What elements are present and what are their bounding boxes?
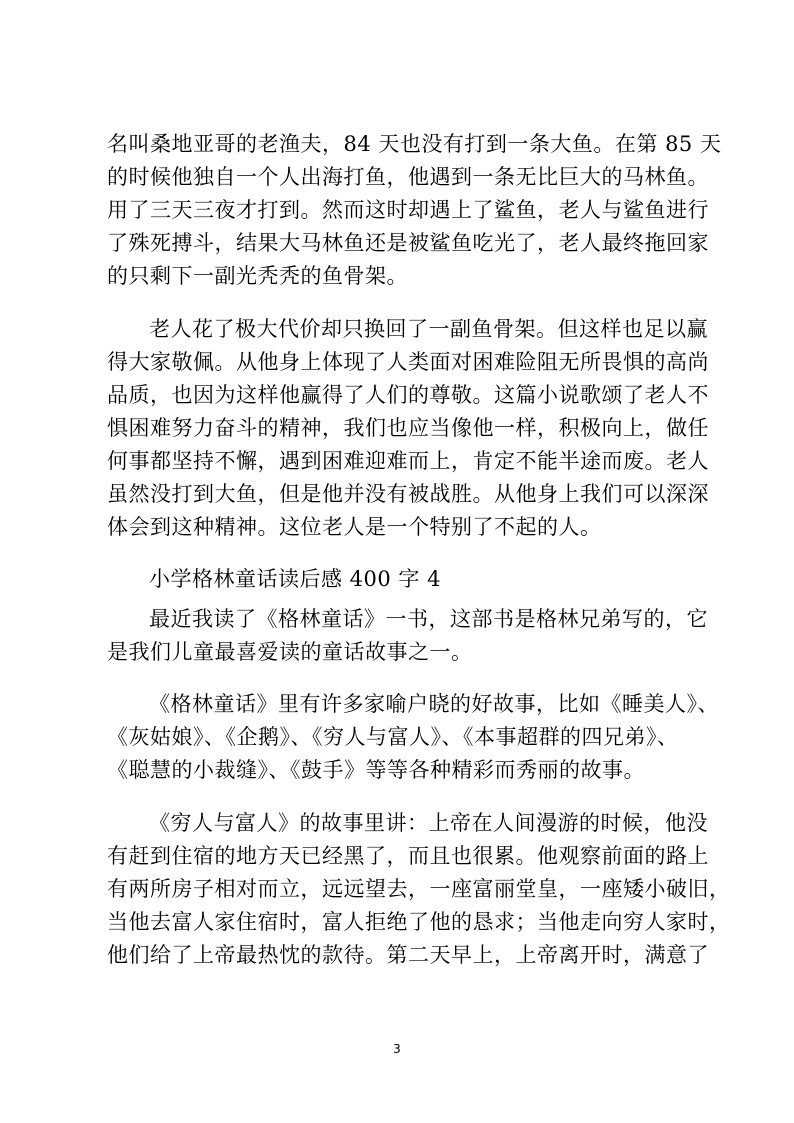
page-number: 3 [393,1042,401,1056]
text-line: 用了三天三夜才打到。然而这时却遇上了鲨鱼，老人与鲨鱼进行 [107,198,709,222]
text-line: 老人花了极大代价却只换回了一副鱼骨架。但这样也足以赢 [149,317,708,341]
text-line: 了殊死搏斗，结果大马林鱼还是被鲨鱼吃光了，老人最终拖回家 [107,231,709,255]
text-line: 是我们儿童最喜爱读的童话故事之一。 [107,640,473,664]
text-line: 《灰姑娘》、《企鹅》、《穷人与富人》、《本事超群的四兄弟》、 [107,725,679,749]
text-line: 得大家敬佩。从他身上体现了人类面对困难险阻无所畏惧的高尚 [107,350,709,374]
text-line: 他们给了上帝最热忱的款待。第二天早上，上帝离开时，满意了 [107,943,709,967]
text-line: 有两所房子相对而立，远远望去，一座富丽堂皇，一座矮小破旧， [107,877,731,901]
text-line: 虽然没打到大鱼，但是他并没有被战胜。从他身上我们可以深深 [107,482,709,506]
section-heading: 小学格林童话读后感 400 字 4 [149,567,441,591]
text-line: 惧困难努力奋斗的精神，我们也应当像他一样，积极向上，做任 [107,416,709,440]
text-line: 《穷人与富人》的故事里讲：上帝在人间漫游的时候，他没 [149,811,708,835]
text-line: 的只剩下一副光秃秃的鱼骨架。 [107,264,408,288]
text-line: 何事都坚持不懈，遇到困难迎难而上，肯定不能半途而废。老人 [107,449,709,473]
text-line: 《聪慧的小裁缝》、《鼓手》等等各种精彩而秀丽的故事。 [107,758,645,782]
text-line: 的时候他独自一个人出海打鱼，他遇到一条无比巨大的马林鱼。 [107,165,709,189]
text-line: 品质，也因为这样他赢得了人们的尊敬。这篇小说歌颂了老人不 [107,383,709,407]
text-line: 体会到这种精神。这位老人是一个特别了不起的人。 [107,515,602,539]
text-line: 名叫桑地亚哥的老渔夫，84 天也没有打到一条大鱼。在第 85 天 [107,132,722,156]
text-line: 有赶到住宿的地方天已经黑了，而且也很累。他观察前面的路上 [107,844,709,868]
text-line: 当他去富人家住宿时，富人拒绝了他的恳求；当他走向穷人家时， [107,910,731,934]
text-line: 《格林童话》里有许多家喻户晓的好故事，比如《睡美人》、 [149,692,719,716]
text-line: 最近我读了《格林童话》一书，这部书是格林兄弟写的，它 [149,607,708,631]
